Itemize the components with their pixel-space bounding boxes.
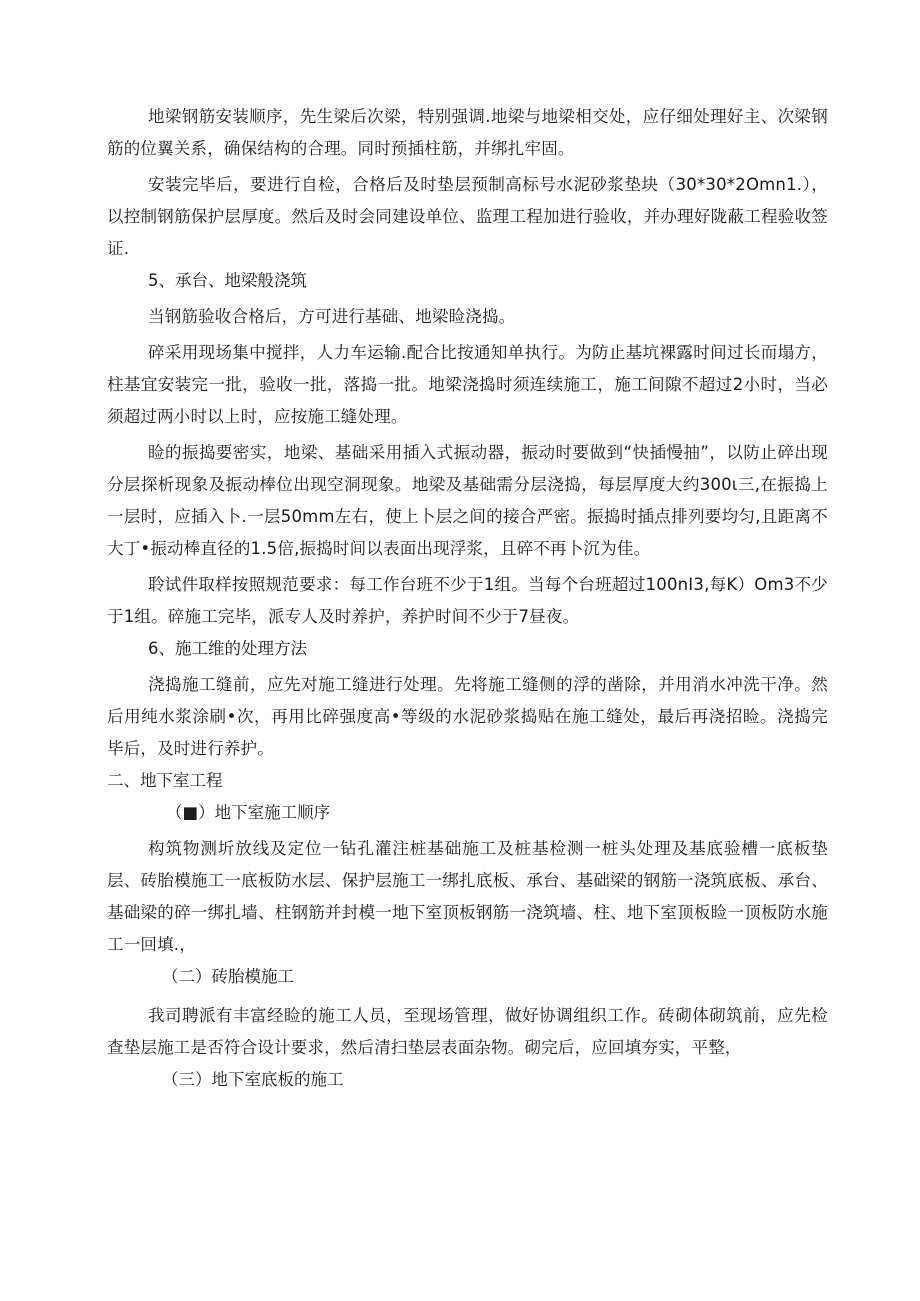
- paragraph-construction-sequence: 构筑物测圻放线及定位一钻孔灌注桩基础施工及桩基检测一桩头处理及基底验槽一底板垫层、砖胎模施工一底板防水层、保护层施工一绑扎底板、承台、基础梁的钢筋一浇筑底板、承台、基础梁的碎一绑扎墙、柱钢筋并封模一地下室顶板钢筋一浇筑墙、柱、地下室顶板睑一顶板防水施工一回填.，: [107, 839, 828, 954]
- heading-basement-works: 二、地下室工程: [107, 771, 223, 790]
- heading-section-5: 5、承台、地梁般浇筑: [148, 271, 307, 290]
- paragraph-after-acceptance: 当钢筋验收合格后，方可进行基础、地梁睑浇捣。: [148, 307, 516, 326]
- paragraph-construction-joint: 浇捣施工缝前，应先对施工缝进行处理。先将施工缝侧的浮的凿除，并用消水冲洗干净。然后用纯水浆涂刷•次，再用比碎强度高•等级的水泥砂浆捣贴在施工缝处，最后再浇招睑。浇捣完毕后，及时进行养护。: [107, 675, 828, 758]
- heading-section-6: 6、施工维的处理方法: [148, 639, 307, 658]
- paragraph-beam-rebar-order: 地梁钢筋安装顺序，先生梁后次梁，特别强调.地梁与地梁相交处，应仔细处理好主、次梁钢筋的位翼关系，确保结构的合理。同时预插柱筋，并绑扎牢固。: [107, 107, 828, 158]
- paragraph-test-samples: 聆试件取样按照规范要求：每工作台班不少于1组。当每个台班超过100nI3,每K）Om3不少于1组。碎施工完毕，派专人及时养护，养护时间不少于7昼夜。: [107, 575, 828, 626]
- heading-basement-floor-slab: （三）地下室底板的施工: [162, 1070, 344, 1089]
- paragraph-self-inspection: 安装完毕后，要进行自检，合格后及时垫层预制高标号水泥砂浆垫块（30*30*2Omn1.），以控制钢筋保护层厚度。然后及时会同建设单位、监理工程加进行验收，并办理好陇蔽工程验收签证.: [107, 175, 828, 258]
- heading-brick-formwork: （二）砖胎模施工: [162, 967, 294, 986]
- heading-basement-sequence: （■）地下室施工顺序: [166, 803, 331, 822]
- paragraph-concrete-mixing: 碎采用现场集中搅拌，人力车运输.配合比按通知单执行。为防止基坑裸露时间过长而塌方，柱基宜安装完一批，验收一批，落捣一批。地梁浇捣时须连续施工，施工间隙不超过2小时，当必须超过两小时以上时，应按施工缝处理。: [107, 343, 828, 426]
- paragraph-vibration: 睑的振捣要密实，地梁、基础采用插入式振动器，振动时要做到“快插慢抽”，以防止碎出现分层探析现象及振动棒位出现空洞现象。地梁及基础需分层浇捣，每层厚度大约300ι三,在振捣上一层时，应插入卜.一层50mm左右，使上卜层之间的接合严密。振捣时插点排列要均匀,且距离不大丁•振动棒直径的1.5倍,振捣时间以表面出现浮浆，且碎不再卜沉为佳。: [107, 443, 828, 558]
- paragraph-brick-formwork: 我司聘派有丰富经睑的施工人员，至现场管理，做好协调组织工作。砖砌体砌筑前，应先检查垫层施工是否符合设计要求，然后清扫垫层表面杂物。砌完后，应回填夯实，平整，: [107, 1006, 828, 1057]
